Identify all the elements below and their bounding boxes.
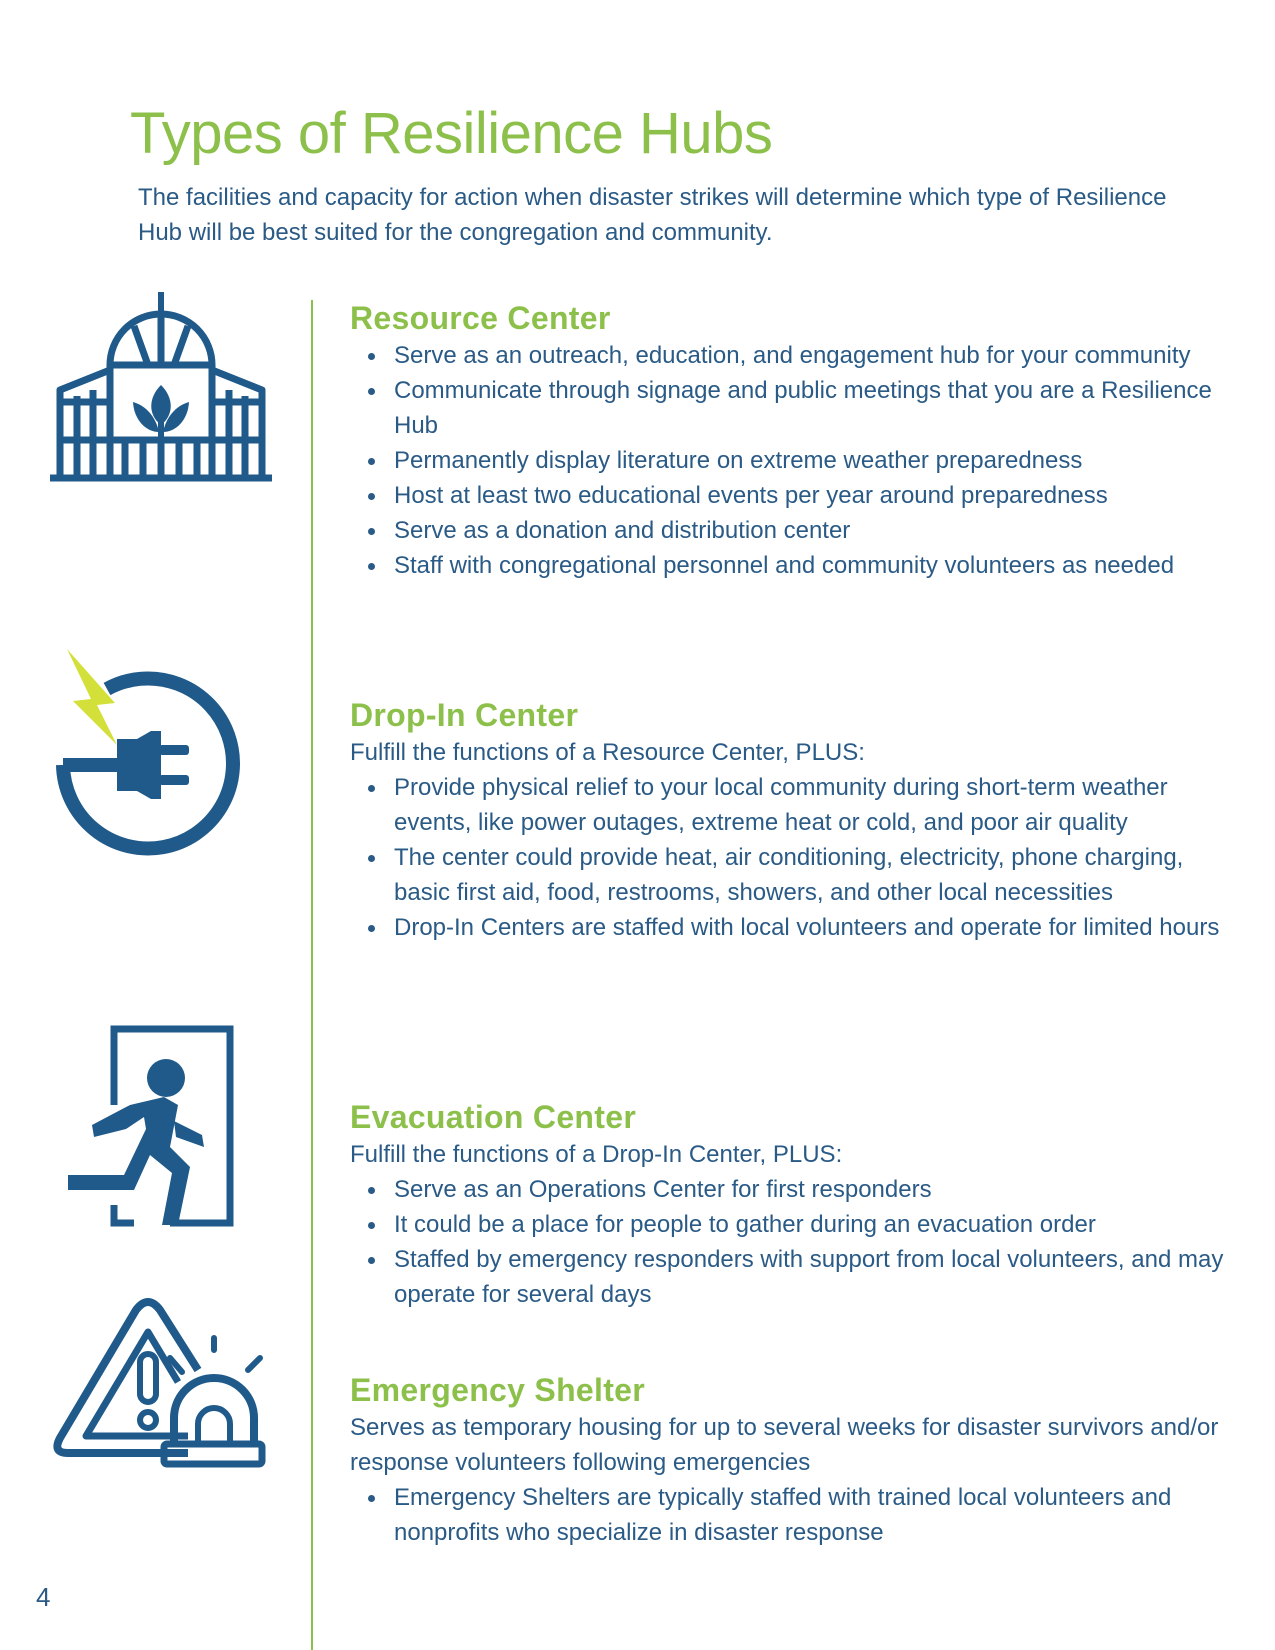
bullet-list <box>350 1480 1230 1550</box>
list-item: Permanently display literature on extreme weather preparedness <box>394 443 1230 478</box>
exit-door-icon <box>62 1025 242 1240</box>
list-item: It could be a place for people to gather during an evacuation order <box>394 1207 1230 1242</box>
list-item: Provide physical relief to your local community during short-term weather events, like power outages, extreme heat or cold, and poor air quality <box>394 770 1230 840</box>
page-number: 4 <box>36 1582 51 1612</box>
list-item: Serve as a donation and distribution center <box>394 513 1230 548</box>
section-lead: Fulfill the functions of a Drop-In Center, PLUS: <box>350 1141 843 1168</box>
emergency-alarm-icon <box>48 1298 273 1483</box>
section-emergency-shelter <box>350 1370 1230 1550</box>
vertical-divider <box>311 300 313 1650</box>
intro-paragraph: The facilities and capacity for action when disaster strikes will determine which type of Resilience Hub will be best suited for the congregation and community. <box>138 184 1167 246</box>
bullet-list <box>350 770 1230 945</box>
greenhouse-icon <box>50 290 272 500</box>
list-item: Communicate through signage and public meetings that you are a Resilience Hub <box>394 373 1230 443</box>
list-item: Serve as an Operations Center for first responders <box>394 1172 1230 1207</box>
list-item: Serve as an outreach, education, and engagement hub for your community <box>394 338 1230 373</box>
list-item: The center could provide heat, air conditioning, electricity, phone charging, basic first aid, food, restrooms, showers, and other local necessities <box>394 840 1230 910</box>
section-lead: Serves as temporary housing for up to several weeks for disaster survivors and/or response volunteers following emergencies <box>350 1414 1219 1476</box>
section-heading: Evacuation Center <box>350 1099 637 1135</box>
list-item: Staff with congregational personnel and community volunteers as needed <box>394 548 1230 583</box>
bullet-list <box>350 338 1230 583</box>
section-evacuation-center <box>350 1097 1230 1312</box>
section-heading: Resource Center <box>350 300 611 336</box>
page-title: Types of Resilience Hubs <box>130 101 773 166</box>
list-item: Drop-In Centers are staffed with local volunteers and operate for limited hours <box>394 910 1230 945</box>
section-heading: Emergency Shelter <box>350 1372 646 1408</box>
list-item: Host at least two educational events per year around preparedness <box>394 478 1230 513</box>
power-plug-icon <box>55 647 245 857</box>
list-item: Emergency Shelters are typically staffed with trained local volunteers and nonprofits who specialize in disaster response <box>394 1480 1230 1550</box>
section-lead: Fulfill the functions of a Resource Center, PLUS: <box>350 739 865 766</box>
list-item: Staffed by emergency responders with support from local volunteers, and may operate for several days <box>394 1242 1230 1312</box>
bullet-list <box>350 1172 1230 1312</box>
section-resource-center <box>350 298 1230 583</box>
section-heading: Drop-In Center <box>350 697 579 733</box>
section-drop-in-center <box>350 695 1230 945</box>
